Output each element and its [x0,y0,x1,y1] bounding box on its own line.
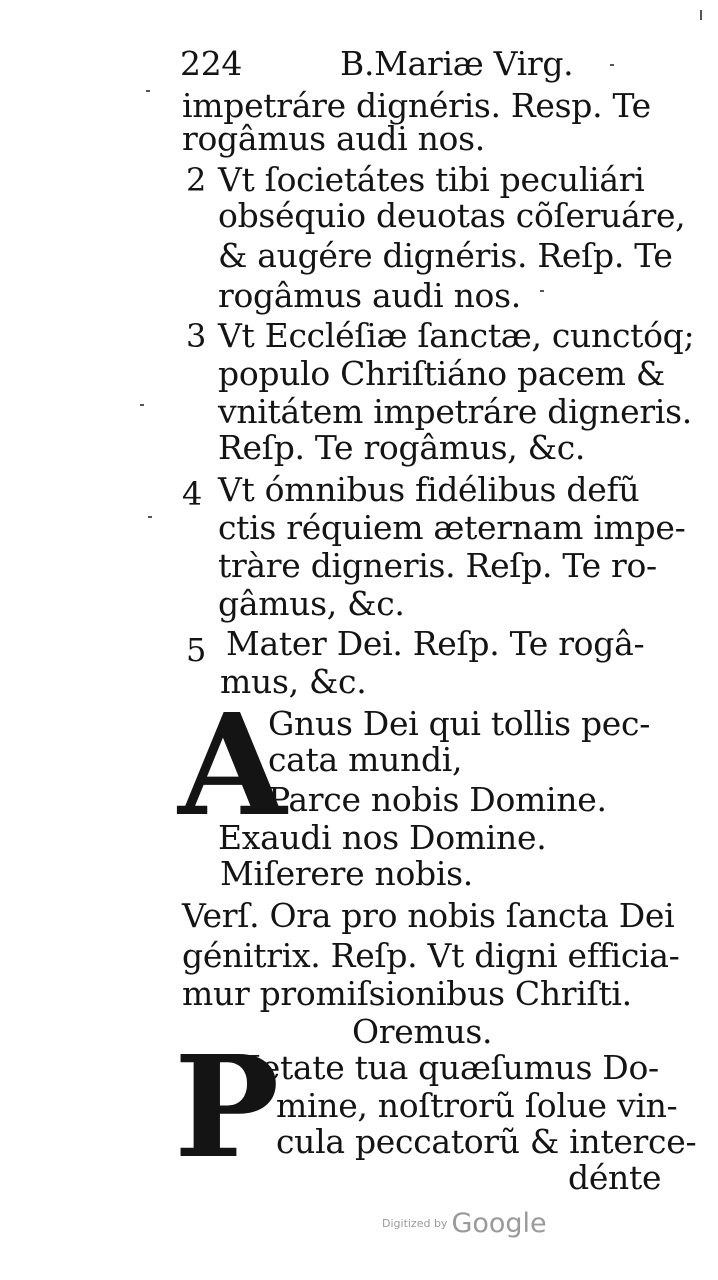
running-title: B.Mariæ Virg. [340,44,574,83]
catchword: dénte [568,1158,662,1197]
petition-number: 2 [186,161,207,199]
text-line: rogâmus audi nos. [182,119,485,158]
scan-speck [700,10,702,20]
text-line: populo Chriſtiáno pacem & [218,354,665,393]
drop-cap-p: P [174,1026,280,1190]
watermark-prefix: Digitized by [382,1217,448,1230]
text-line: vnitátem impetráre digneris. [218,392,692,431]
text-line: Ietate tua quæſumus Do- [248,1048,659,1087]
text-line: Parce nobis Domine. [268,780,607,819]
text-line: Vt ómnibus fidélibus defũ [218,470,640,509]
drop-cap-a: A [178,684,287,848]
text-line: tràre digneris. Reſp. Te ro- [218,546,657,585]
scan-speck [610,64,614,66]
petition-number: 3 [186,317,207,355]
text-line: Gnus Dei qui tollis pec- [268,704,651,743]
scan-speck [140,404,144,406]
text-line: génitrix. Reſp. Vt digni efficia- [182,936,680,975]
petition-number: 4 [182,475,203,513]
watermark-brand: Google [451,1208,547,1239]
text-line: ctis réquiem æternam impe- [218,508,686,547]
text-line: gâmus, &c. [218,584,405,623]
text-line: Reſp. Te rogâmus, &c. [218,428,586,467]
text-line: mur promiſsionibus Chriſti. [182,974,632,1013]
text-line: Vt ſocietátes tibi peculiári [218,160,645,199]
scan-speck [146,90,150,92]
text-line: mus, &c. [220,662,367,701]
page-number: 224 [180,44,243,83]
text-line: Verſ. Ora pro nobis ſancta Dei [182,896,675,935]
scan-speck [148,516,152,518]
scan-speck [540,290,544,292]
text-line: & augére dignéris. Reſp. Te [218,236,673,275]
digitized-watermark [382,1208,547,1239]
text-line: rogâmus audi nos. [218,276,521,315]
petition-number: 5 [186,631,207,669]
text-line: impetráre dignéris. Resp. Te [182,86,651,125]
text-line: Miſerere nobis. [220,854,473,893]
text-line: obséquio deuotas cõſeruáre, [218,196,686,235]
text-line: Vt Eccléſiæ ſanctæ, cunctóq; [218,316,695,355]
text-line: mine, noſtrorũ ſolue vin- [276,1086,678,1125]
text-line: Exaudi nos Domine. [218,818,547,857]
text-line: cata mundi, [268,740,463,779]
text-line: Mater Dei. Reſp. Te rogâ- [226,624,645,663]
text-line: cula peccatorũ & interce- [276,1122,697,1161]
oremus-heading: Oremus. [352,1012,493,1051]
